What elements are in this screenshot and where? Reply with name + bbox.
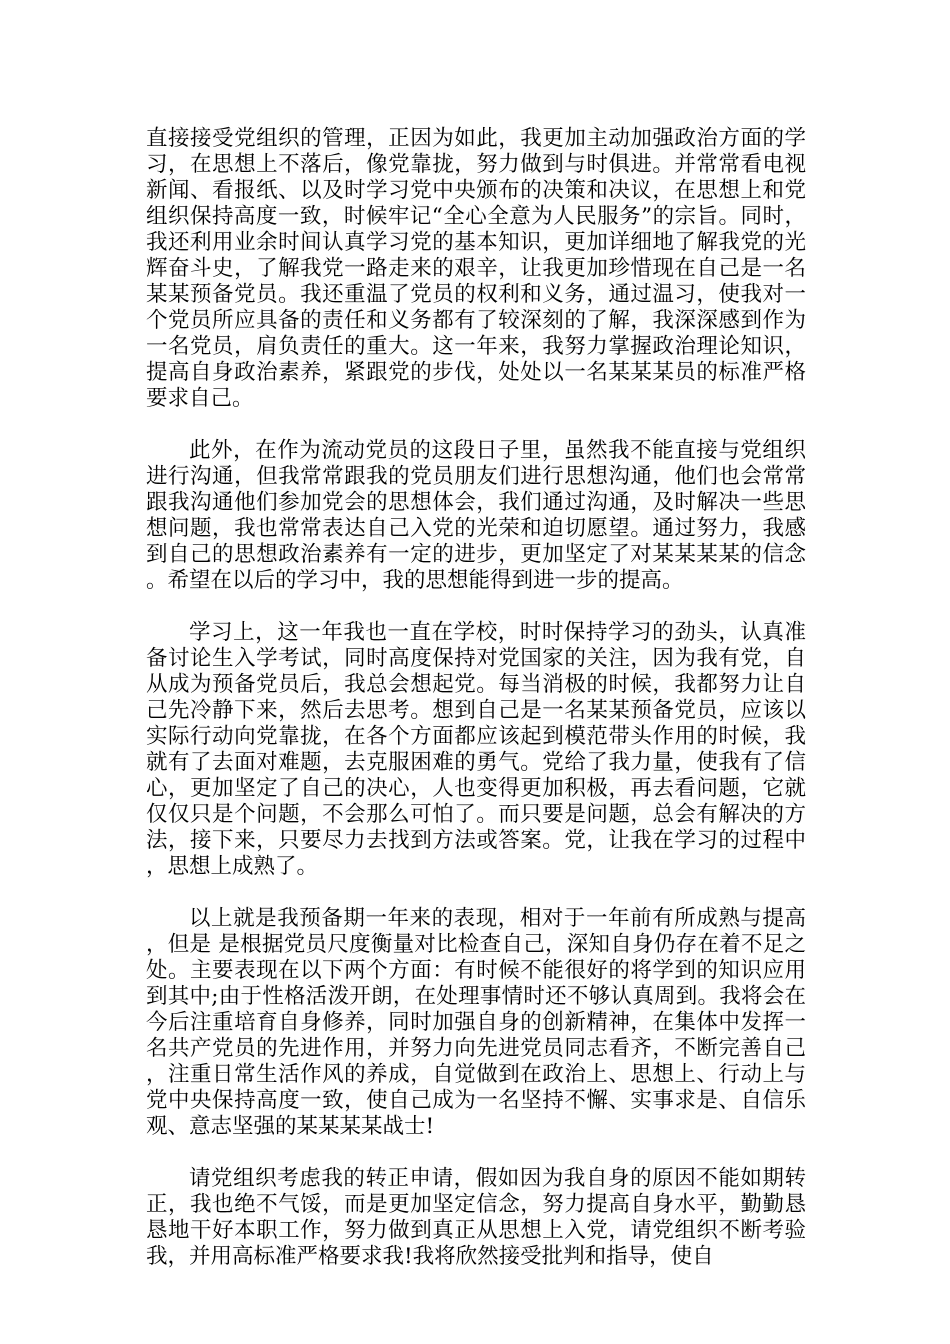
paragraph-4: 以上就是我预备期一年来的表现，相对于一年前有所成熟与提高，但是 是根据党员尺度衡量对比检查自己，深知自身仍存在着不足之处。主要表现在以下两个方面：有时候不能很好的将学到的知识应用到其中;由于性格活泼开朗，在处理事情时还不够认真周到。我将会在今后注重培育自身修养，同时加强自身的创新精神，在集体中发挥一名共产党员的先进作用，并努力向先进党员同志看齐，不断完善自己，注重日常生活作风的养成，自觉做到在政治上、思想上、行动上与党中央保持高度一致，使自己成为一名坚持不懈、实事求是、自信乐观、意志坚强的某某某某战士! <box>146 906 806 1139</box>
paragraph-1: 直接接受党组织的管理，正因为如此，我更加主动加强政治方面的学习，在思想上不落后，像党靠拢，努力做到与时俱进。并常常看电视新闻、看报纸、以及时学习党中央颁布的决策和决议，在思想上和党组织保持高度一致，时候牢记“全心全意为人民服务”的宗旨。同时，我还利用业余时间认真学习党的基本知识，更加详细地了解我党的光辉奋斗史，了解我党一路走来的艰辛，让我更加珍惜现在自己是一名某某预备党员。我还重温了党员的权利和义务，通过温习，使我对一个党员所应具备的责任和义务都有了较深刻的了解，我深深感到作为一名党员，肩负责任的重大。这一年来，我努力掌握政治理论知识，提高自身政治素养，紧跟党的步伐，处处以一名某某某员的标准严格要求自己。 <box>146 126 806 411</box>
paragraph-3: 学习上，这一年我也一直在学校，时时保持学习的劲头，认真准备讨论生入学考试，同时高度保持对党国家的关注，因为我有党，自从成为预备党员后，我总会想起党。每当消极的时候，我都努力让自己先冷静下来，然后去思考。想到自己是一名某某预备党员，应该以实际行动向党靠拢，在各个方面都应该起到模范带头作用的时候，我就有了去面对难题，去克服困难的勇气。党给了我力量，使我有了信心，更加坚定了自己的决心，人也变得更加积极，再去看问题，它就仅仅只是个问题，不会那么可怕了。而只要是问题，总会有解决的方法，接下来，只要尽力去找到方法或答案。党，让我在学习的过程中，思想上成熟了。 <box>146 620 806 879</box>
paragraph-5: 请党组织考虑我的转正申请，假如因为我自身的原因不能如期转正，我也绝不气馁，而是更加坚定信念，努力提高自身水平，勤勤恳恳地干好本职工作，努力做到真正从思想上入党，请党组织不断考验我，并用高标准严格要求我!我将欣然接受批判和指导，使自 <box>146 1166 806 1269</box>
paragraph-2: 此外，在作为流动党员的这段日子里，虽然我不能直接与党组织进行沟通，但我常常跟我的党员朋友们进行思想沟通，他们也会常常跟我沟通他们参加党会的思想体会，我们通过沟通，及时解决一些思想问题，我也常常表达自己入党的光荣和迫切愿望。通过努力，我感到自己的思想政治素养有一定的进步，更加坚定了对某某某某的信念。希望在以后的学习中，我的思想能得到进一步的提高。 <box>146 438 806 593</box>
document-body <box>146 126 806 1270</box>
